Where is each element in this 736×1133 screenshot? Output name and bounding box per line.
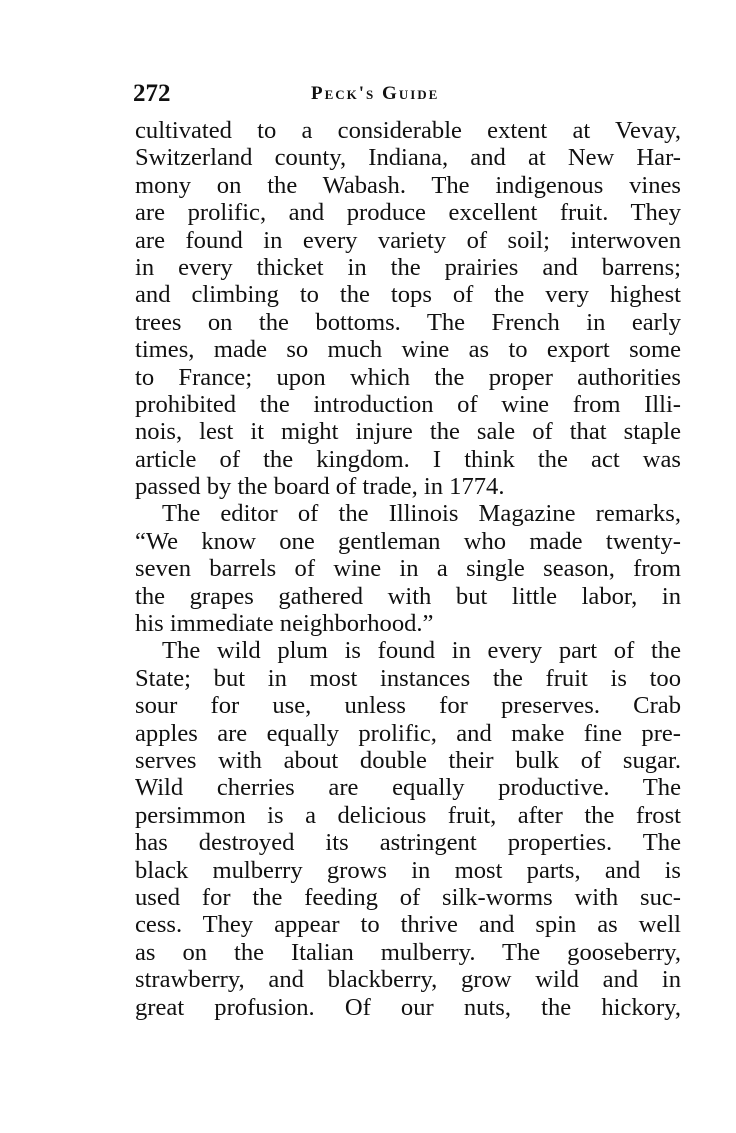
text-line: persimmon is a delicious fruit, after the frost — [135, 801, 681, 829]
text-line: State; but in most instances the fruit is too — [135, 664, 681, 692]
text-line: seven barrels of wine in a single season, from — [135, 555, 681, 583]
text-line: used for the feeding of silk-worms with suc- — [135, 883, 681, 911]
text-line: apples are equally prolific, and make fine pre- — [135, 719, 681, 747]
text-line: sour for use, unless for preserves. Crab — [135, 692, 681, 720]
text-line: are found in every variety of soil; interwoven — [135, 226, 681, 254]
running-title: Peck's Guide — [311, 83, 440, 104]
text-line: great profusion. Of our nuts, the hickory, — [135, 993, 681, 1021]
text-line: cess. They appear to thrive and spin as well — [135, 911, 681, 939]
text-line: are prolific, and produce excellent fruit. They — [135, 199, 681, 227]
text-line: “We know one gentleman who made twenty- — [135, 527, 681, 555]
text-line: Wild cherries are equally productive. The — [135, 774, 681, 802]
text-line: nois, lest it might injure the sale of that staple — [135, 418, 681, 446]
text-line: and climbing to the tops of the very highest — [135, 281, 681, 309]
text-line: as on the Italian mulberry. The gooseberry, — [135, 938, 681, 966]
text-line: times, made so much wine as to export some — [135, 336, 681, 364]
text-line: The editor of the Illinois Magazine remarks, — [162, 500, 681, 528]
text-line: article of the kingdom. I think the act was — [135, 445, 681, 473]
text-line: prohibited the introduction of wine from Illi- — [135, 390, 681, 418]
text-line: serves with about double their bulk of sugar. — [135, 746, 681, 774]
page-header — [133, 80, 683, 110]
text-line: mony on the Wabash. The indigenous vines — [135, 171, 681, 199]
page-body-text — [135, 117, 681, 1021]
text-line: trees on the bottoms. The French in early — [135, 308, 681, 336]
text-line: passed by the board of trade, in 1774. — [135, 473, 505, 501]
text-line: Switzerland county, Indiana, and at New Har- — [135, 144, 681, 172]
text-line: black mulberry grows in most parts, and is — [135, 856, 681, 884]
text-line: cultivated to a considerable extent at Vevay, — [135, 117, 681, 144]
text-line: his immediate neighborhood.” — [135, 610, 434, 638]
text-line: in every thicket in the prairies and barrens; — [135, 253, 681, 281]
page-number: 272 — [133, 80, 171, 107]
text-line: the grapes gathered with but little labor, in — [135, 582, 681, 610]
text-line: strawberry, and blackberry, grow wild and in — [135, 966, 681, 994]
text-line: to France; upon which the proper authorities — [135, 363, 681, 391]
text-line: has destroyed its astringent properties. The — [135, 829, 681, 857]
text-line: The wild plum is found in every part of the — [162, 637, 681, 665]
